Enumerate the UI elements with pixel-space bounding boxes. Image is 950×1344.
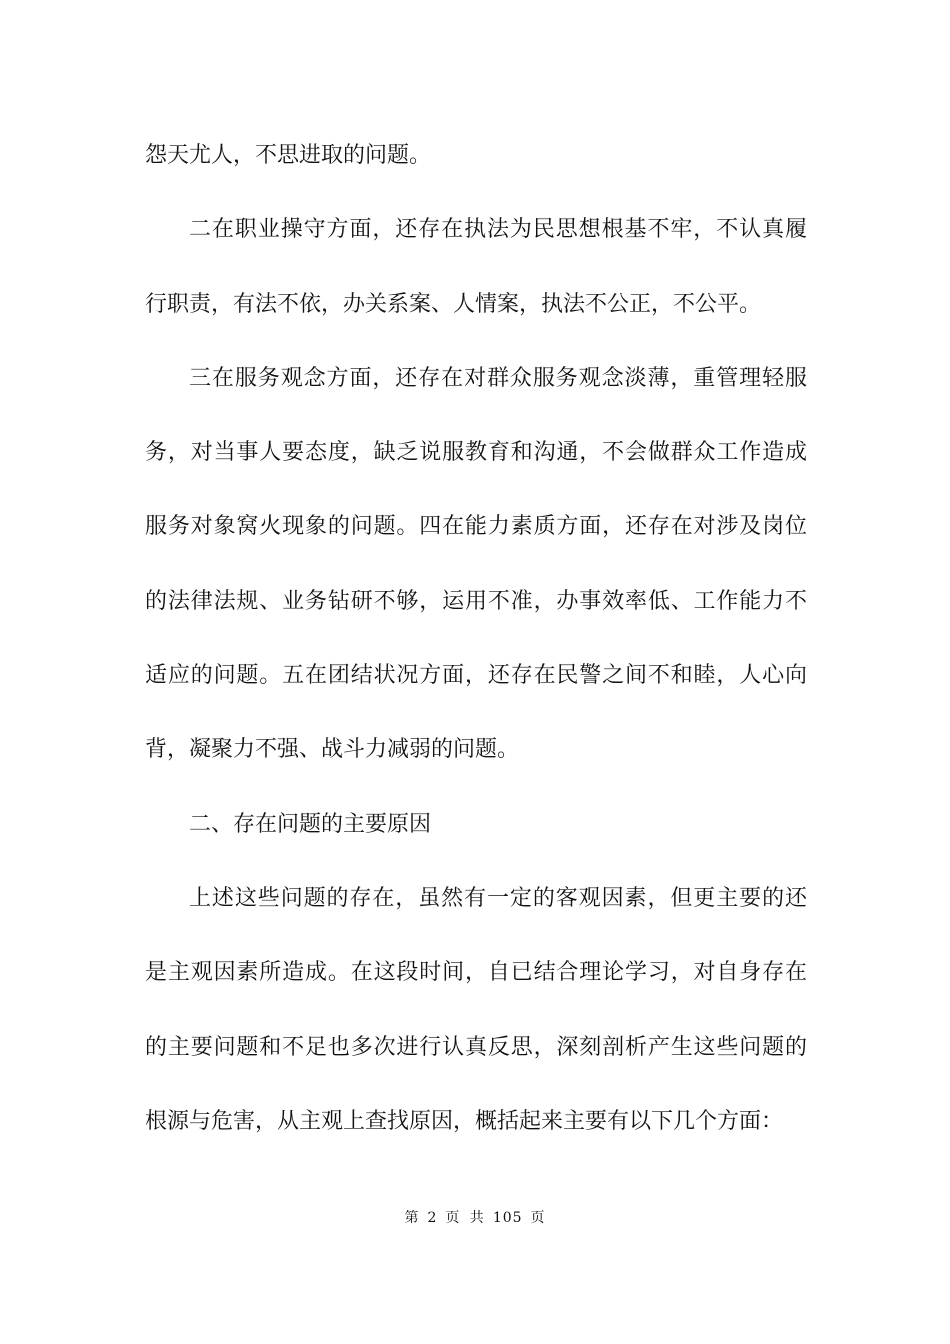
text-line-2: 二在职业操守方面，还存在执法为民思想根基不牢，不认真履	[189, 217, 807, 243]
text-line-1: 怨天尤人，不思进取的问题。	[145, 143, 432, 168]
text-line-13: 的主要问题和不足也多次进行认真反思，深刻剖析产生这些问题的	[145, 1034, 807, 1060]
footer-total-pages: 105	[492, 1210, 523, 1226]
page-footer	[0, 1206, 950, 1230]
text-line-12: 是主观因素所造成。在这段时间，自已结合理论学习，对自身存在	[145, 960, 807, 986]
text-line-8: 适应的问题。五在团结状况方面，还存在民警之间不和睦，人心向	[145, 663, 807, 689]
document-body	[145, 133, 807, 1173]
text-line-7: 的法律法规、业务钻研不够，运用不准，办事效率低、工作能力不	[145, 588, 807, 614]
text-line-3: 行职责，有法不依，办关系案、人情案，执法不公正，不公平。	[145, 291, 762, 317]
text-line-14: 根源与危害，从主观上查找原因，概括起来主要有以下几个方面：	[145, 1108, 784, 1134]
footer-prefix: 第	[404, 1210, 420, 1226]
footer-middle: 页 共	[445, 1210, 485, 1226]
text-line-5: 务，对当事人要态度，缺乏说服教育和沟通，不会做群众工作造成	[145, 440, 807, 466]
text-line-11: 上述这些问题的存在，虽然有一定的客观因素，但更主要的还	[189, 885, 807, 911]
footer-suffix: 页	[530, 1210, 546, 1226]
text-line-6: 服务对象窝火现象的问题。四在能力素质方面，还存在对涉及岗位	[145, 514, 807, 540]
section-heading: 二、存在问题的主要原因	[189, 811, 432, 837]
text-line-4: 三在服务观念方面，还存在对群众服务观念淡薄，重管理轻服	[189, 365, 807, 391]
footer-current-page: 2	[427, 1210, 438, 1226]
text-line-9: 背，凝聚力不强、战斗力减弱的问题。	[145, 737, 520, 763]
